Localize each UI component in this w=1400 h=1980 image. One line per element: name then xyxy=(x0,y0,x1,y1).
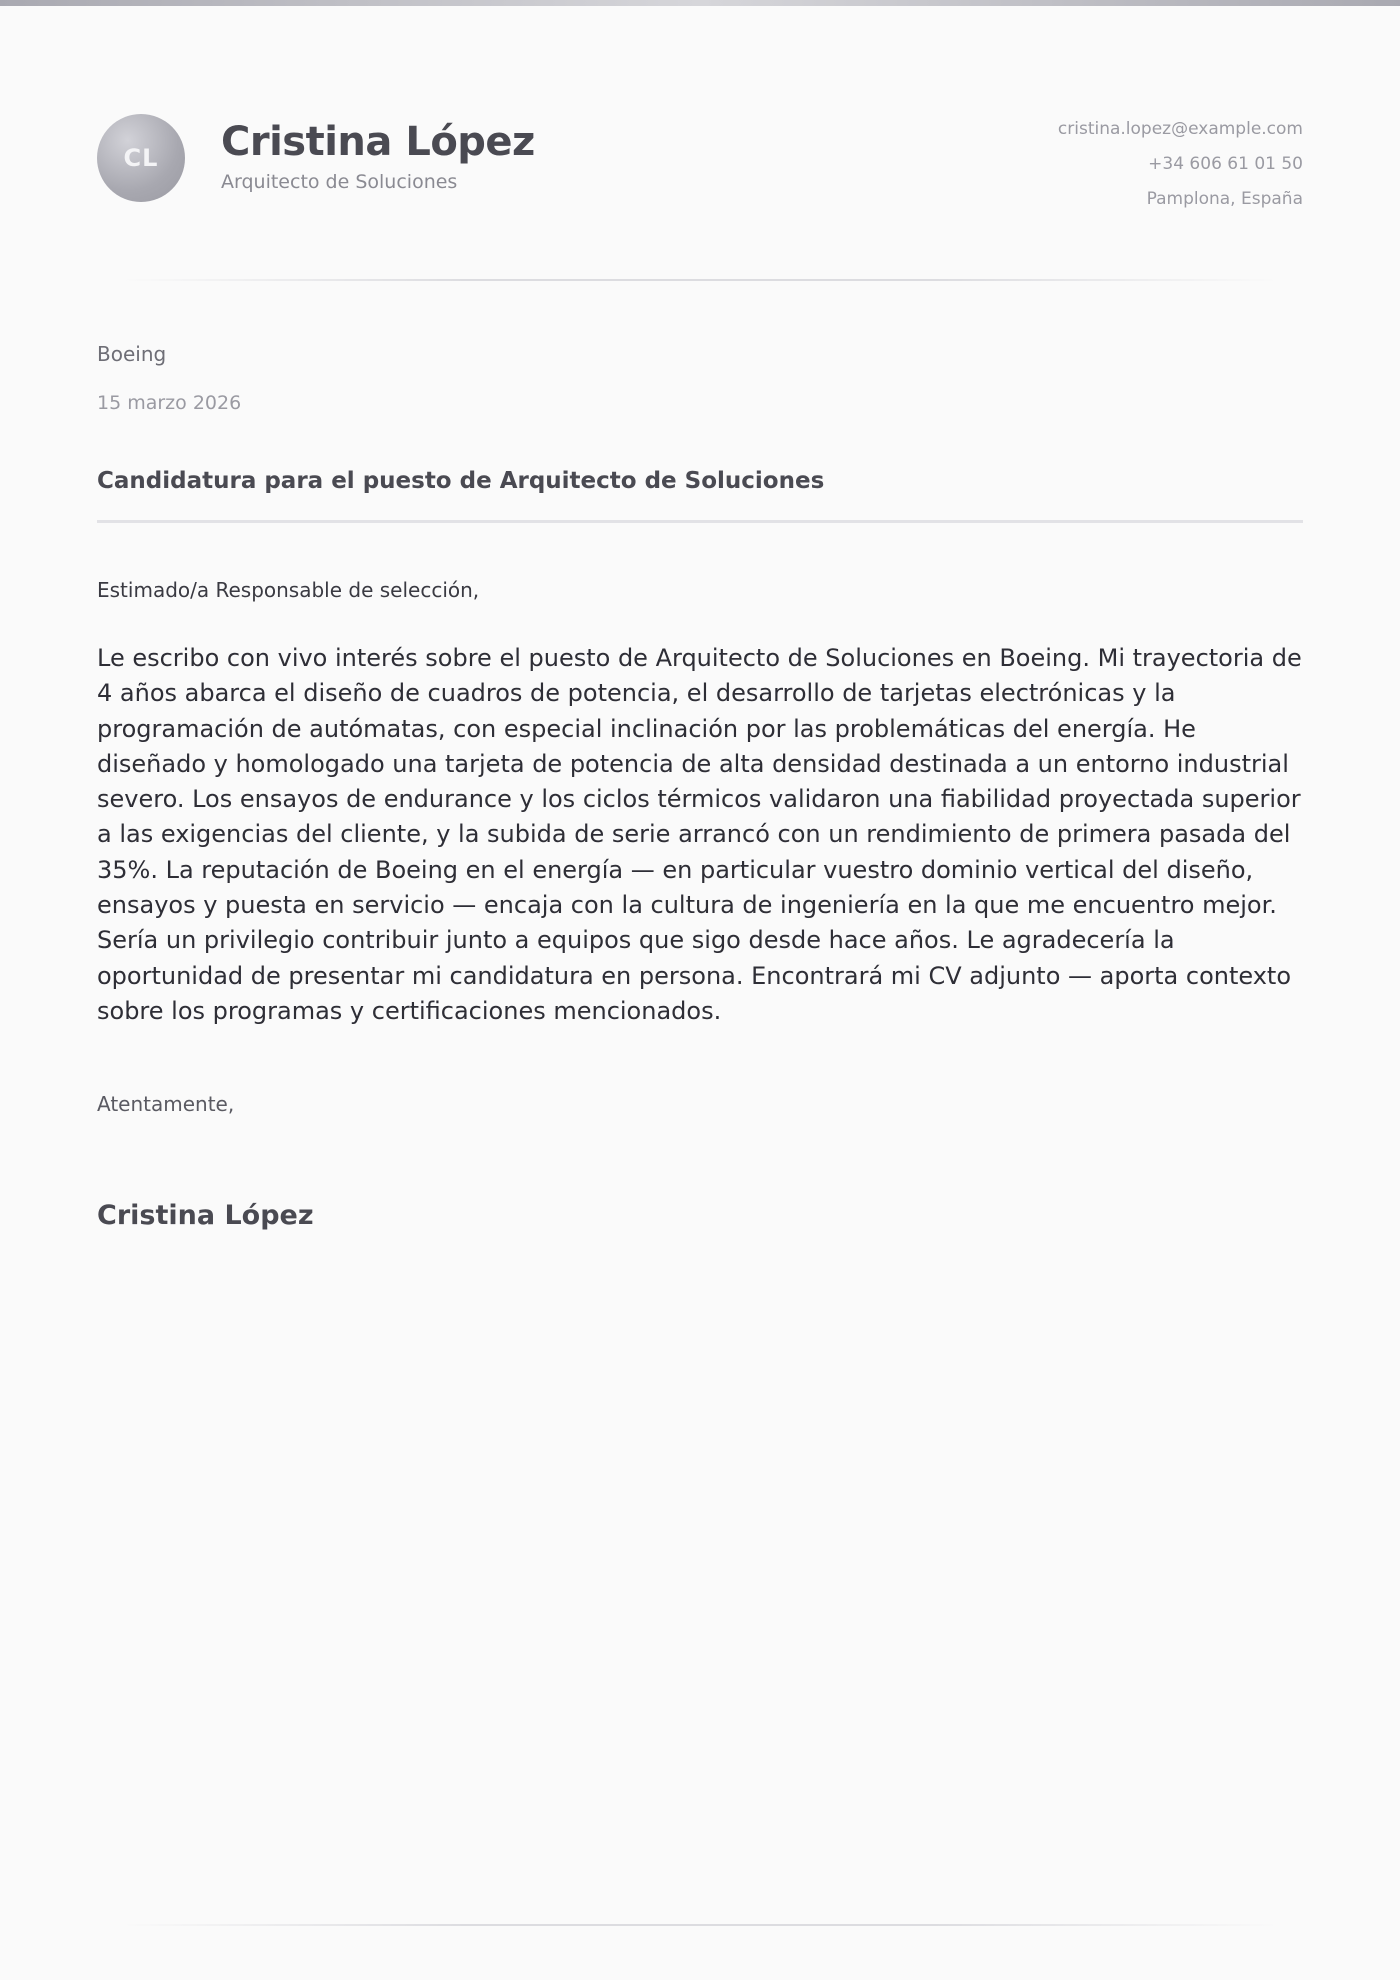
signature: Cristina López xyxy=(97,1200,314,1231)
greeting: Estimado/a Responsable de selección, xyxy=(97,578,480,602)
letter-body: Le escribo con vivo interés sobre el puesto de Arquitecto de Soluciones en Boeing. Mi trayectoria de 4 años abarca el diseño de cuadros de potencia, el desarrollo de tarjetas electrónicas y la programación de autómatas, con especial inclinación por las problemáticas del energía. He diseñado y homologado una tarjeta de potencia de alta densidad destinada a un entorno industrial severo. Los ensayos de endurance y los ciclos térmicos validaron una fiabilidad proyectada superior a las exigencias del cliente, y la subida de serie arrancó con un rendimiento de primera pasada del 35%. La reputación de Boeing en el energía — en particular vuestro dominio vertical del diseño, ensayos y puesta en servicio — encaja con la cultura de ingeniería en la que me encuentro mejor. Sería un privilegio contribuir junto a equipos que sigo desde hace años. Le agradecería la oportunidad de presentar mi candidatura en persona. Encontrará mi CV adjunto — aporta contexto sobre los programas y certificaciones mencionados. xyxy=(97,644,1302,1025)
header-divider xyxy=(120,279,1280,281)
letter-header xyxy=(97,112,1303,222)
contact-email: cristina.lopez@example.com xyxy=(1057,119,1303,139)
avatar xyxy=(97,114,185,202)
recipient: Boeing xyxy=(97,342,167,366)
contact-phone: +34 606 61 01 50 xyxy=(1148,154,1303,174)
letter-subject: Candidatura para el puesto de Arquitecto de Soluciones xyxy=(97,468,825,494)
closing: Atentamente, xyxy=(97,1092,235,1116)
contact-location: Pamplona, España xyxy=(1146,189,1303,209)
top-accent-bar xyxy=(0,0,1400,6)
sender-role: Arquitecto de Soluciones xyxy=(221,171,458,193)
contact-info xyxy=(1058,112,1303,217)
avatar-initials: CL xyxy=(123,144,159,172)
sender-name: Cristina López xyxy=(221,119,535,165)
footer-divider xyxy=(120,1924,1280,1926)
name-block xyxy=(221,118,535,194)
subject-divider xyxy=(97,520,1303,523)
letter-date: 15 marzo 2026 xyxy=(97,392,242,414)
